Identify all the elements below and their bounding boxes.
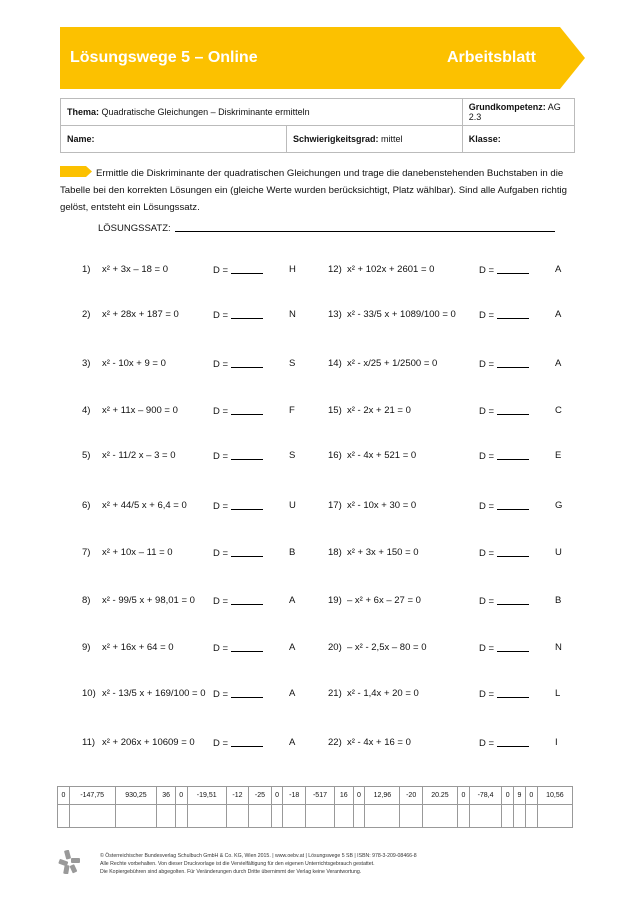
task-letter: B <box>555 595 562 606</box>
discriminant-field[interactable]: D = <box>213 309 263 321</box>
answer-letter-cell[interactable] <box>69 805 115 828</box>
task-number: 10) <box>82 688 96 699</box>
task-letter: L <box>555 688 561 699</box>
solution-line[interactable]: LÖSUNGSSATZ: <box>98 222 555 234</box>
answer-letter-cell[interactable] <box>283 805 305 828</box>
task-number: 1) <box>82 264 91 275</box>
answer-value-cell: 9 <box>514 787 526 805</box>
discriminant-field[interactable]: D = <box>213 450 263 462</box>
answer-value-cell: -25 <box>249 787 271 805</box>
discriminant-field[interactable]: D = <box>213 595 263 607</box>
answer-letter-cell[interactable] <box>305 805 334 828</box>
instruction-arrow-icon <box>60 166 92 177</box>
answer-letter-cell[interactable] <box>458 805 470 828</box>
task-number: 8) <box>82 595 91 606</box>
answer-letter-cell[interactable] <box>226 805 248 828</box>
task-number: 18) <box>328 547 342 558</box>
discriminant-field[interactable]: D = <box>479 309 529 321</box>
task-letter: A <box>289 595 296 606</box>
task-equation: – x² - 2,5x – 80 = 0 <box>347 642 427 653</box>
answer-letter-cell[interactable] <box>157 805 175 828</box>
answer-letter-cell[interactable] <box>537 805 572 828</box>
task-equation: x² + 44/5 x + 6,4 = 0 <box>102 500 187 511</box>
task-equation: x² + 16x + 64 = 0 <box>102 642 174 653</box>
task-letter: H <box>289 264 296 275</box>
answer-value-cell: -78,4 <box>469 787 501 805</box>
answer-value-cell: 10,56 <box>537 787 572 805</box>
answer-letter-cell[interactable] <box>525 805 537 828</box>
task-letter: A <box>289 642 296 653</box>
klasse-cell[interactable]: Klasse: <box>462 126 574 153</box>
discriminant-field[interactable]: D = <box>213 688 263 700</box>
answer-letters-row[interactable] <box>58 805 573 828</box>
answer-value-cell: 0 <box>458 787 470 805</box>
discriminant-field[interactable]: D = <box>213 264 263 276</box>
task-letter: U <box>555 547 562 558</box>
task-letter: A <box>289 688 296 699</box>
task-equation: x² - x/25 + 1/2500 = 0 <box>347 358 438 369</box>
task-number: 6) <box>82 500 91 511</box>
discriminant-field[interactable]: D = <box>213 737 263 749</box>
task-equation: x² - 10x + 30 = 0 <box>347 500 417 511</box>
task-letter: A <box>555 264 562 275</box>
task-letter: A <box>289 737 296 748</box>
task-equation: x² + 3x – 18 = 0 <box>102 264 169 275</box>
task-equation: x² - 2x + 21 = 0 <box>347 405 411 416</box>
task-number: 15) <box>328 405 342 416</box>
task-number: 5) <box>82 450 91 461</box>
task-letter: B <box>289 547 296 558</box>
task-number: 4) <box>82 405 91 416</box>
kompetenz-cell: Grundkompetenz: AG 2.3 <box>462 99 574 126</box>
answer-value-cell: -147,75 <box>69 787 115 805</box>
answer-value-cell: -18 <box>283 787 305 805</box>
discriminant-field[interactable]: D = <box>213 547 263 559</box>
task-letter: S <box>289 450 296 461</box>
task-number: 3) <box>82 358 91 369</box>
footer-text: © Österreichischer Bundesverlag Schulbuch GmbH & Co. KG, Wien 2015. | www.oebv.at | Lösungswege 5 SB | ISBN: 978-3-209-08466-8 Alle Rechte vorbehalten. Von dieser Druckvorlage ist die Vervielfältigung für den eigenen Unterrichtsgebrauch gestattet. Die Kopiergebühren sind abgegolten. Für Veränderungen durch Dritte übernimmt der Verlag keine Verantwortung. <box>100 853 417 875</box>
answer-letter-cell[interactable] <box>422 805 457 828</box>
task-number: 7) <box>82 547 91 558</box>
discriminant-field[interactable]: D = <box>479 595 529 607</box>
task-letter: S <box>289 358 296 369</box>
answer-letter-cell[interactable] <box>335 805 353 828</box>
task-number: 19) <box>328 595 342 606</box>
answer-value-cell: -19,51 <box>187 787 226 805</box>
task-letter: E <box>555 450 562 461</box>
task-number: 11) <box>82 737 96 748</box>
answer-letter-cell[interactable] <box>115 805 157 828</box>
task-number: 17) <box>328 500 342 511</box>
task-number: 21) <box>328 688 342 699</box>
task-number: 2) <box>82 309 91 320</box>
task-equation: x² + 102x + 2601 = 0 <box>347 264 435 275</box>
task-letter: F <box>289 405 295 416</box>
task-number: 16) <box>328 450 342 461</box>
task-equation: x² + 28x + 187 = 0 <box>102 309 179 320</box>
task-equation: x² - 99/5 x + 98,01 = 0 <box>102 595 195 606</box>
answer-letter-cell[interactable] <box>249 805 271 828</box>
task-letter: A <box>555 309 562 320</box>
answer-letter-cell[interactable] <box>353 805 365 828</box>
task-equation: x² + 11x – 900 = 0 <box>102 405 178 416</box>
discriminant-field[interactable]: D = <box>479 500 529 512</box>
task-number: 12) <box>328 264 342 275</box>
task-equation: x² - 1,4x + 20 = 0 <box>347 688 419 699</box>
discriminant-field[interactable]: D = <box>479 688 529 700</box>
answer-value-cell: 0 <box>525 787 537 805</box>
header-banner <box>60 27 585 89</box>
task-number: 20) <box>328 642 342 653</box>
answer-value-cell: 16 <box>335 787 353 805</box>
answer-letter-cell[interactable] <box>187 805 226 828</box>
task-letter: G <box>555 500 563 511</box>
task-equation: x² + 10x – 11 = 0 <box>102 547 173 558</box>
answer-value-cell: -12 <box>226 787 248 805</box>
task-equation: x² - 4x + 521 = 0 <box>347 450 417 461</box>
answer-value-cell: 0 <box>271 787 283 805</box>
discriminant-field[interactable]: D = <box>479 642 529 654</box>
task-letter: U <box>289 500 296 511</box>
task-equation: x² + 3x + 150 = 0 <box>347 547 419 558</box>
task-equation: x² - 11/2 x – 3 = 0 <box>102 450 176 461</box>
answer-letter-cell[interactable] <box>58 805 70 828</box>
discriminant-field[interactable]: D = <box>213 405 263 417</box>
task-letter: A <box>555 358 562 369</box>
discriminant-field[interactable]: D = <box>213 500 263 512</box>
task-letter: I <box>555 737 558 748</box>
task-number: 14) <box>328 358 342 369</box>
answer-value-cell: 0 <box>502 787 514 805</box>
task-equation: x² - 10x + 9 = 0 <box>102 358 166 369</box>
answer-value-cell: 12,96 <box>365 787 400 805</box>
task-letter: C <box>555 405 562 416</box>
discriminant-field[interactable]: D = <box>479 547 529 559</box>
answer-value-cell: 36 <box>157 787 175 805</box>
answer-letter-cell[interactable] <box>514 805 526 828</box>
header-type: Arbeitsblatt <box>447 49 536 66</box>
answer-value-cell: -517 <box>305 787 334 805</box>
answer-table <box>57 786 573 828</box>
answer-value-cell: 0 <box>58 787 70 805</box>
answer-value-cell: 930,25 <box>115 787 157 805</box>
task-equation: x² - 13/5 x + 169/100 = 0 <box>102 688 206 699</box>
task-equation: x² + 206x + 10609 = 0 <box>102 737 195 748</box>
publisher-logo-icon <box>58 850 80 874</box>
answer-value-cell: 20.25 <box>422 787 457 805</box>
task-number: 13) <box>328 309 342 320</box>
thema-cell: Thema: Quadratische Gleichungen – Diskriminante ermitteln <box>61 99 463 126</box>
task-number: 9) <box>82 642 91 653</box>
answer-value-cell: 0 <box>353 787 365 805</box>
answer-letter-cell[interactable] <box>469 805 501 828</box>
discriminant-field[interactable]: D = <box>213 358 263 370</box>
task-letter: N <box>289 309 296 320</box>
answer-letter-cell[interactable] <box>502 805 514 828</box>
task-letter: N <box>555 642 562 653</box>
info-table <box>60 98 575 153</box>
task-number: 22) <box>328 737 342 748</box>
discriminant-field[interactable]: D = <box>479 358 529 370</box>
discriminant-field[interactable]: D = <box>213 642 263 654</box>
discriminant-field[interactable]: D = <box>479 405 529 417</box>
discriminant-field[interactable]: D = <box>479 737 529 749</box>
answer-letter-cell[interactable] <box>271 805 283 828</box>
answer-values-row <box>58 787 573 805</box>
discriminant-field[interactable]: D = <box>479 264 529 276</box>
name-cell[interactable]: Name: <box>61 126 287 153</box>
answer-value-cell: -20 <box>400 787 422 805</box>
instruction-text: Ermittle die Diskriminante der quadratischen Gleichungen und trage die danebenstehenden Buchstaben in die Tabelle bei den korrekten Lösungen ein (gleiche Werte wurden berücksichtigt, Platz wählbar). Sind alle Aufgaben richtig gelöst, entsteht ein Lösungssatz. <box>60 168 567 213</box>
answer-letter-cell[interactable] <box>400 805 422 828</box>
task-equation: – x² + 6x – 27 = 0 <box>347 595 421 606</box>
discriminant-field[interactable]: D = <box>479 450 529 462</box>
answer-letter-cell[interactable] <box>175 805 187 828</box>
task-equation: x² - 33/5 x + 1089/100 = 0 <box>347 309 456 320</box>
answer-letter-cell[interactable] <box>365 805 400 828</box>
task-equation: x² - 4x + 16 = 0 <box>347 737 411 748</box>
answer-value-cell: 0 <box>175 787 187 805</box>
header-title: Lösungswege 5 – Online <box>70 49 258 66</box>
schwierig-cell: Schwierigkeitsgrad: mittel <box>287 126 463 153</box>
